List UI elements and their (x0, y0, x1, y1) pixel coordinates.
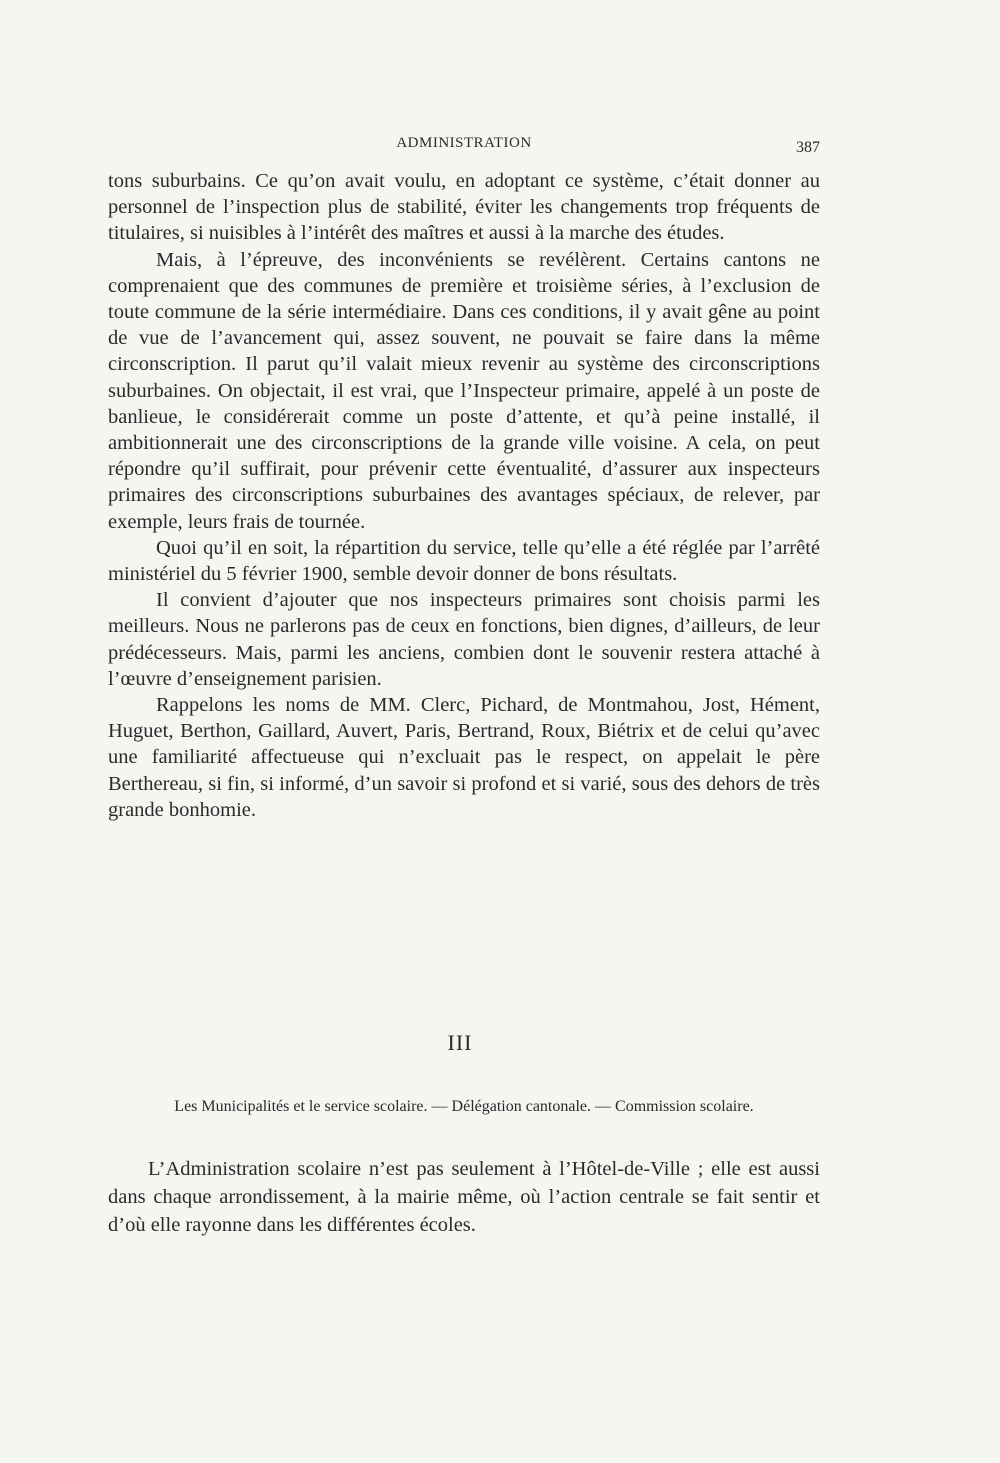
paragraph-3: Quoi qu’il en soit, la répartition du service, telle qu’elle a été réglée par l’arrêté ministériel du 5 février 1900, semble devoir donner de bons résultats. (108, 536, 820, 586)
paragraph-2: Mais, à l’épreuve, des inconvénients se revélèrent. Certains cantons ne comprenaient que des communes de première et troisième séries, à l’exclusion de toute commune de la série intermédiaire. Dans ces conditions, il y avait gêne au point de vue de l’avancement qui, assez souvent, ne pouvait se faire dans la même circonscription. Il parut qu’il valait mieux revenir au système des circonscriptions suburbaines. On objectait, il est vrai, que l’Inspecteur primaire, appelé à un poste de banlieue, le considérerait comme un poste d’attente, et qu’à peine installé, il ambitionnerait une des circonscriptions de la grande ville voisine. A cela, on peut répondre qu’il suffirait, pour prévenir cette éventualité, d’assurer aux inspecteurs primaires des circonscriptions suburbaines des avantages spéciaux, de relever, par exemple, leurs frais de tournée. (108, 248, 820, 533)
paragraph-4: Il convient d’ajouter que nos inspecteurs primaires sont choisis parmi les meilleurs. Nous ne parlerons pas de ceux en fonctions, bien dignes, d’ailleurs, de leur prédécesseurs. Mais, parmi les anciens, combien dont le souvenir restera attaché à l’œuvre d’enseignement parisien. (108, 589, 820, 690)
running-title: ADMINISTRATION (396, 135, 532, 151)
section-paragraph: L’Administration scolaire n’est pas seulement à l’Hôtel-de-Ville ; elle est aussi dans chaque arrondissement, à la mairie même, où l’action centrale se fait sentir et d’où elle rayonne dans les différentes écoles. (108, 1158, 820, 1236)
paragraph-5: Rappelons les noms de MM. Clerc, Pichard, de Montmahou, Jost, Hément, Huguet, Berthon, Gaillard, Auvert, Paris, Bertrand, Roux, Biétrix et de celui qu’avec une familiarité affectueuse qui n’excluait pas le respect, on appelait le père Berthereau, si fin, si informé, d’un savoir si profond et si varié, sous des dehors de très grande bonhomie. (108, 694, 820, 821)
section-text (108, 1155, 820, 1239)
section-subtitle: Les Municipalités et le service scolaire. — Délégation cantonale. — Commission scolaire. (174, 1098, 754, 1115)
section-numeral: III (447, 1030, 473, 1055)
paragraph-1: tons suburbains. Ce qu’on avait voulu, en adoptant ce système, c’était donner au personnel de l’inspection plus de stabilité, éviter les changements trop fréquents de titulaires, si nuisibles à l’intérêt des maîtres et aussi à la marche des études. (108, 170, 820, 245)
running-head (108, 135, 820, 157)
page-number: 387 (796, 139, 820, 156)
body-text (108, 168, 820, 823)
